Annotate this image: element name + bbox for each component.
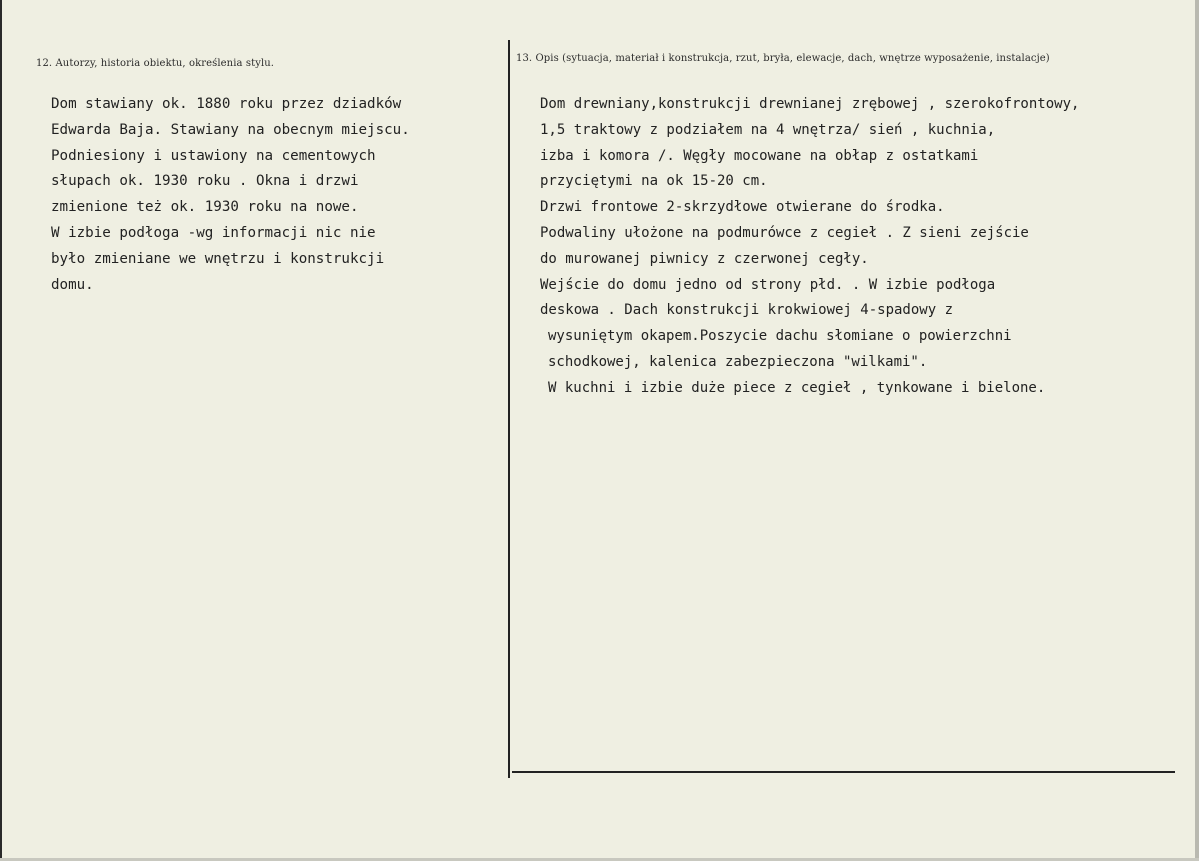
text-line: domu. [51,276,94,293]
text-line: deskowa . Dach konstrukcji krokwiowej 4-spadowy z [540,302,954,319]
text-line: Podniesiony i ustawiony na cementowych [51,147,376,164]
text-line: W kuchni i izbie duże piece z cegieł , tynkowane i bielone. [548,379,1046,396]
text-line: Dom drewniany,konstrukcji drewnianej zrębowej , szerokofrontowy, [540,96,1080,112]
section-12-text [51,92,410,298]
text-line: W izbie podłoga -wg informacji nic nie [51,224,376,241]
text-line: do murowanej piwnicy z czerwonej cegły. [540,250,869,267]
text-line: wysuniętym okapem.Poszycie dachu słomiane o powierzchni [548,328,1012,345]
text-line: izba i komora /. Węgły mocowane na obłap z ostatkami [540,147,979,164]
section-13-text [540,92,1079,402]
text-line: zmienione też ok. 1930 roku na nowe. [51,199,359,216]
text-line: słupach ok. 1930 roku . Okna i drzwi [51,173,359,190]
section-13-header: 13. Opis (sytuacja, materiał i konstrukcja, rzut, bryła, elewacje, dach, wnętrze wyposażenie, instalacje) [516,53,1050,64]
text-line: 1,5 traktowy z podziałem na 4 wnętrza/ sień , kuchnia, [540,121,996,138]
text-line: Edwarda Baja. Stawiany na obecnym miejscu. [51,121,410,138]
text-line: Wejście do domu jedno od strony płd. . W izbie podłoga [540,276,996,293]
text-line: Drzwi frontowe 2-skrzydłowe otwierane do środka. [540,199,945,216]
column-divider [508,40,510,778]
text-line: Dom stawiany ok. 1880 roku przez dziadków [51,96,402,112]
card-edge-right [1195,0,1199,861]
section-12-header: 12. Autorzy, historia obiektu, określenia stylu. [36,58,275,69]
text-line: Podwaliny ułożone na podmurówce z cegieł . Z sieni zejście [540,224,1029,241]
text-line: schodkowej, kalenica zabezpieczona "wilkami". [548,353,928,370]
bottom-rule [512,771,1175,773]
text-line: przyciętymi na ok 15-20 cm. [540,173,768,190]
text-line: było zmieniane we wnętrzu i konstrukcji [51,250,385,267]
